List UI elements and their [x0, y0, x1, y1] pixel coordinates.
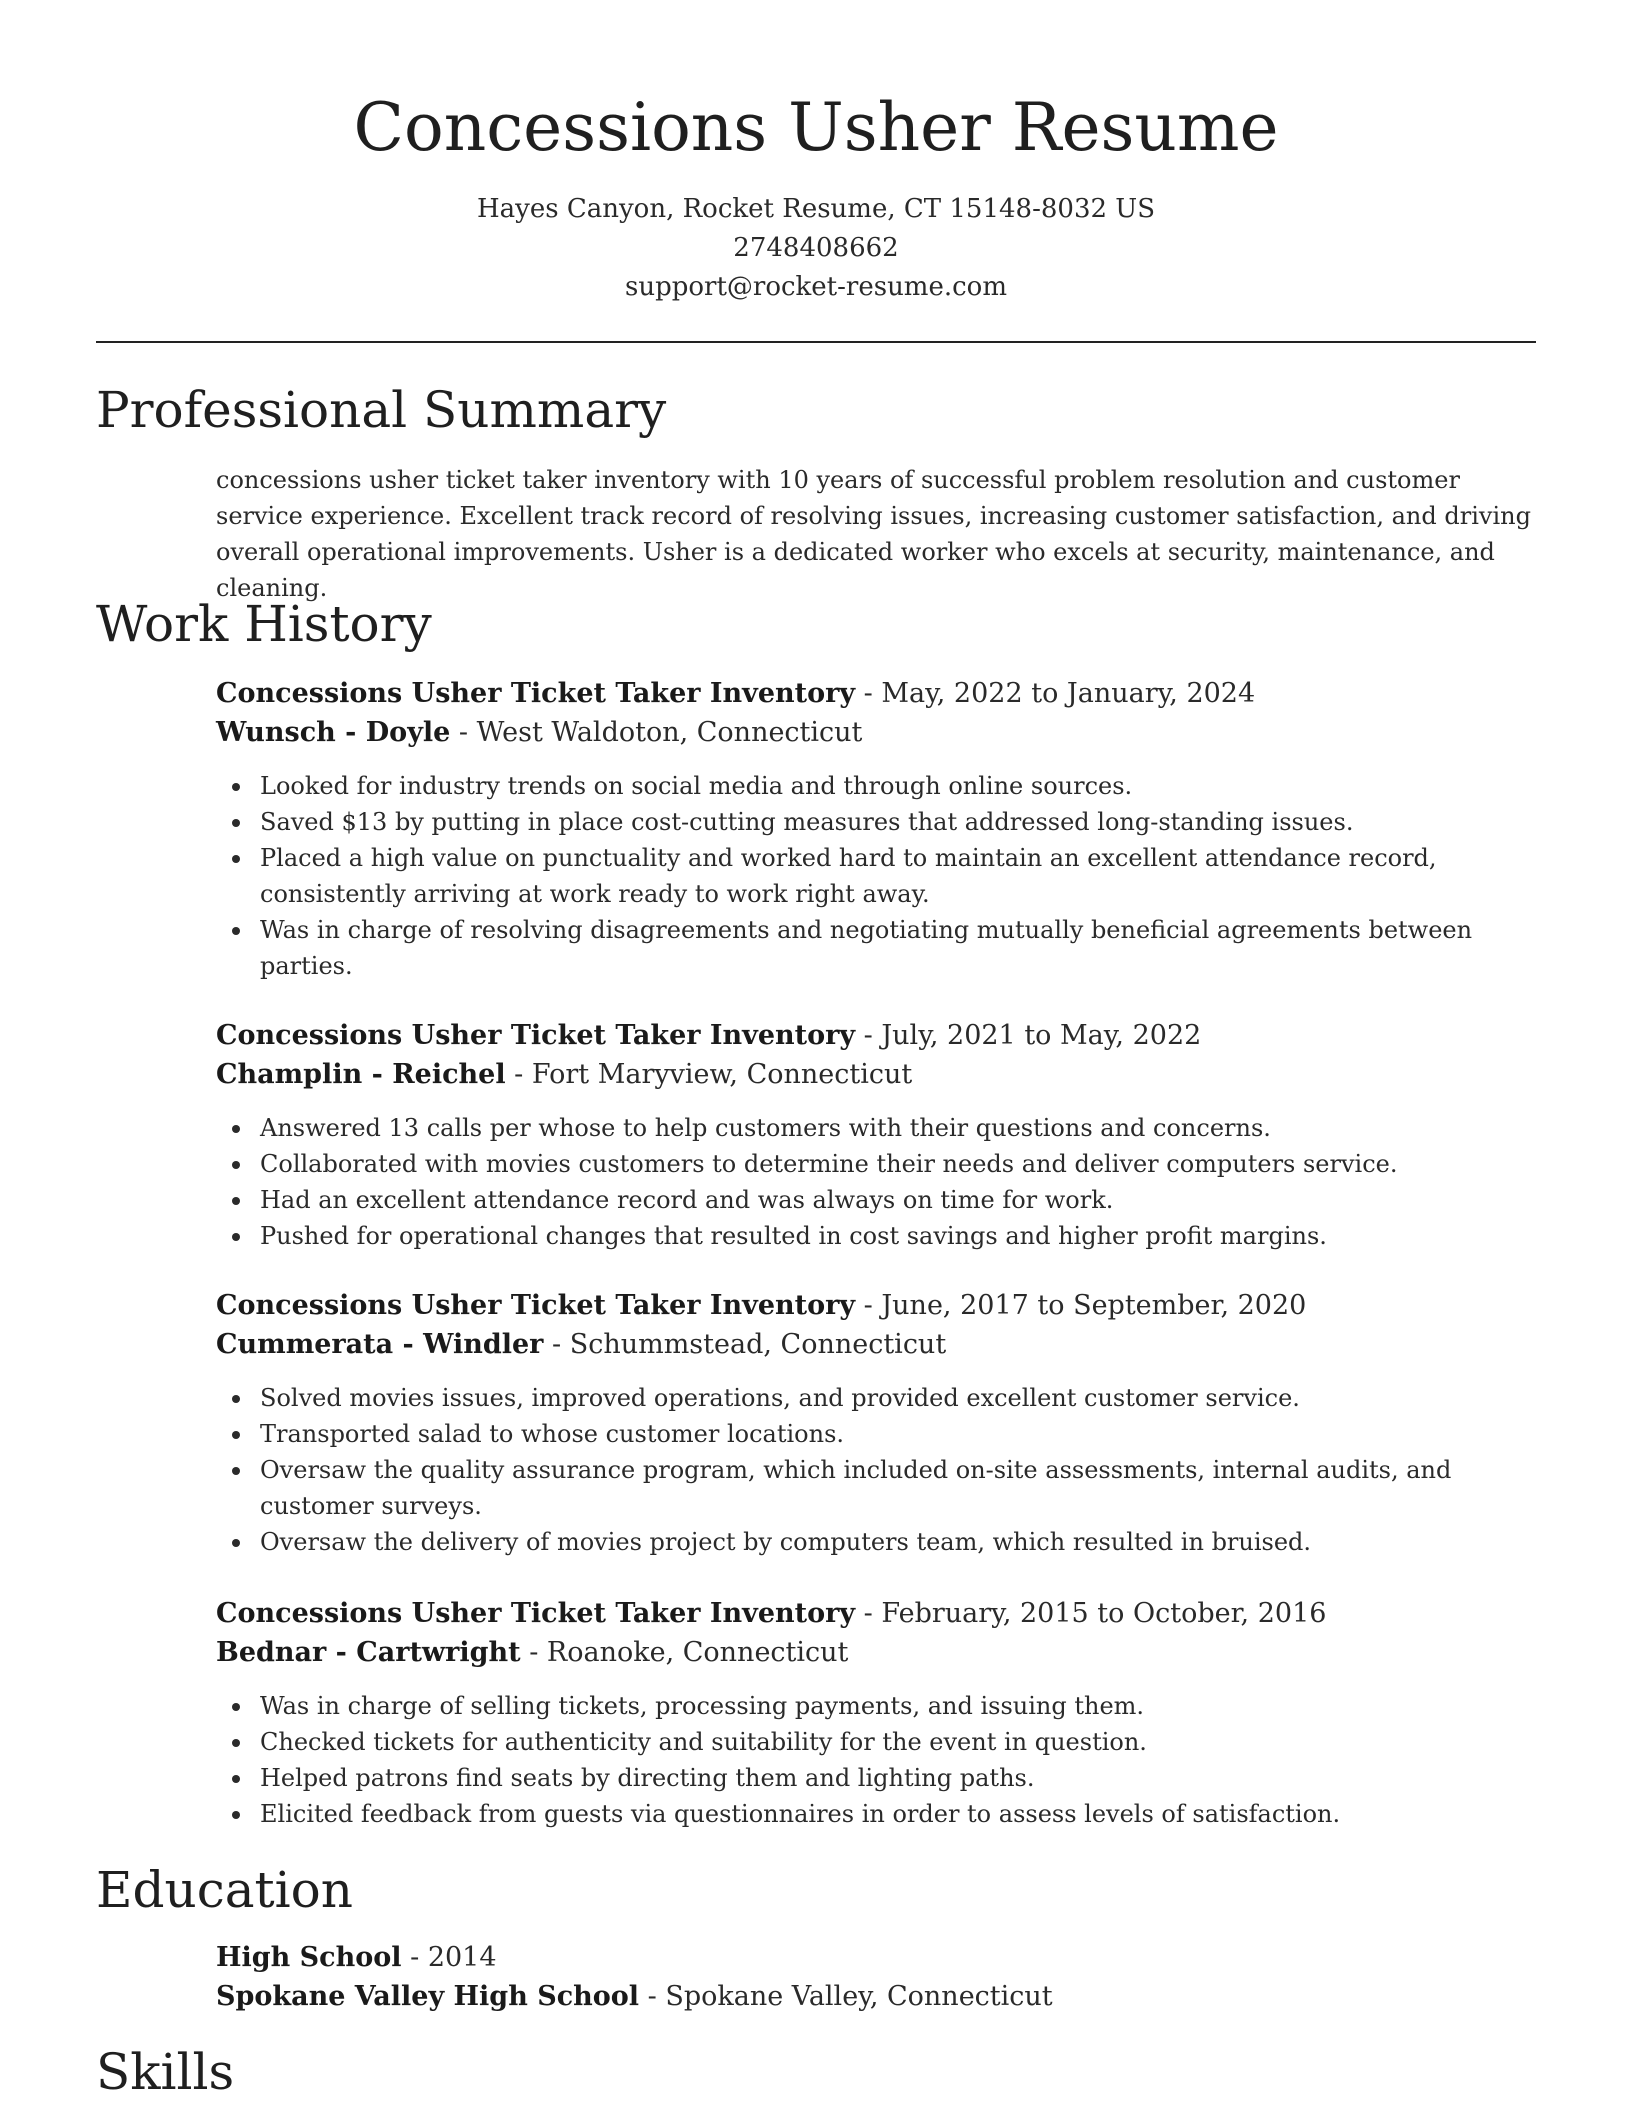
separator: - [543, 1329, 570, 1360]
job-company-line [216, 713, 1546, 752]
education-degree-line [216, 1938, 1546, 1977]
job-title: Concessions Usher Ticket Taker Inventory [216, 1290, 856, 1321]
job-dates: February, 2015 to October, 2016 [881, 1598, 1327, 1629]
education-degree: High School [216, 1942, 402, 1973]
list-item: Was in charge of resolving disagreements and negotiating mutually beneficial agreements between parties. [260, 912, 1546, 984]
contact-address: Hayes Canyon, Rocket Resume, CT 15148-8032 US [476, 194, 1156, 224]
contact-phone: 2748408662 [733, 233, 899, 263]
list-item: Had an excellent attendance record and was always on time for work. [260, 1182, 1546, 1218]
separator: - [401, 1942, 428, 1973]
job-dates: July, 2021 to May, 2022 [881, 1020, 1202, 1051]
job-company: Bednar - Cartwright [216, 1637, 521, 1668]
job-bullets [216, 768, 1546, 984]
list-item: Placed a high value on punctuality and worked hard to maintain an excellent attendance record, consistently arriving at work ready to work right away. [260, 840, 1546, 912]
list-item: Saved $13 by putting in place cost-cutting measures that addressed long-standing issues. [260, 804, 1546, 840]
job-location: West Waldoton, Connecticut [476, 717, 863, 748]
list-item: Checked tickets for authenticity and suitability for the event in question. [260, 1724, 1546, 1760]
separator: - [855, 1290, 882, 1321]
job-entry [216, 1286, 1546, 1560]
job-title-line [216, 674, 1546, 713]
separator: - [450, 717, 477, 748]
resume-title: Concessions Usher Resume [353, 89, 1279, 166]
job-entry [216, 1594, 1546, 1832]
list-item: Looked for industry trends on social media and through online sources. [260, 768, 1546, 804]
job-location: Fort Maryview, Connecticut [531, 1059, 913, 1090]
education-school: Spokane Valley High School [216, 1981, 640, 2012]
summary-text: concessions usher ticket taker inventory with 10 years of successful problem resolution and customer service experience. Excellent track record of resolving issues, increasing customer satisfaction, and driving overall operational improvements. Usher is a dedicated worker who excels at security, maintenance, and cleaning. [216, 466, 1531, 602]
header-divider [96, 341, 1536, 343]
skills-heading: Skills [96, 2043, 235, 2101]
education-location: Spokane Valley, Connecticut [665, 1981, 1053, 2012]
job-title-line [216, 1594, 1546, 1633]
list-item: Answered 13 calls per whose to help customers with their questions and concerns. [260, 1110, 1546, 1146]
job-company-line [216, 1633, 1546, 1672]
job-title: Concessions Usher Ticket Taker Inventory [216, 1598, 856, 1629]
list-item: Collaborated with movies customers to determine their needs and deliver computers service. [260, 1146, 1546, 1182]
separator: - [639, 1981, 666, 2012]
resume-header [0, 0, 1632, 307]
job-location: Schummstead, Connecticut [569, 1329, 947, 1360]
education-year: 2014 [427, 1942, 497, 1973]
separator: - [520, 1637, 547, 1668]
separator: - [855, 1020, 882, 1051]
separator: - [855, 678, 882, 709]
education-entry [216, 1938, 1546, 2016]
job-title-line [216, 1286, 1546, 1325]
summary-heading: Professional Summary [96, 381, 667, 439]
job-company: Wunsch - Doyle [216, 717, 451, 748]
job-entry [216, 1016, 1546, 1254]
job-bullets [216, 1380, 1546, 1560]
list-item: Was in charge of selling tickets, processing payments, and issuing them. [260, 1688, 1546, 1724]
job-company-line [216, 1055, 1546, 1094]
education-school-line [216, 1977, 1546, 2016]
separator: - [855, 1598, 882, 1629]
list-item: Solved movies issues, improved operations, and provided excellent customer service. [260, 1380, 1546, 1416]
contact-email: support@rocket-resume.com [624, 272, 1007, 302]
job-title-line [216, 1016, 1546, 1055]
job-dates: May, 2022 to January, 2024 [881, 678, 1256, 709]
list-item: Oversaw the delivery of movies project by computers team, which resulted in bruised. [260, 1524, 1546, 1560]
separator: - [505, 1059, 532, 1090]
list-item: Transported salad to whose customer locations. [260, 1416, 1546, 1452]
job-bullets [216, 1110, 1546, 1254]
job-dates: June, 2017 to September, 2020 [881, 1290, 1307, 1321]
list-item: Oversaw the quality assurance program, which included on-site assessments, internal audits, and customer surveys. [260, 1452, 1546, 1524]
contact-block [0, 190, 1632, 307]
list-item: Elicited feedback from guests via questionnaires in order to assess levels of satisfaction. [260, 1796, 1546, 1832]
job-location: Roanoke, Connecticut [546, 1637, 849, 1668]
job-title: Concessions Usher Ticket Taker Inventory [216, 1020, 856, 1051]
list-item: Helped patrons find seats by directing them and lighting paths. [260, 1760, 1546, 1796]
job-title: Concessions Usher Ticket Taker Inventory [216, 678, 856, 709]
job-bullets [216, 1688, 1546, 1832]
job-company-line [216, 1325, 1546, 1364]
job-company: Cummerata - Windler [216, 1329, 544, 1360]
job-company: Champlin - Reichel [216, 1059, 506, 1090]
education-heading: Education [96, 1861, 353, 1919]
work-history-heading: Work History [96, 595, 432, 653]
job-entry [216, 674, 1546, 984]
list-item: Pushed for operational changes that resulted in cost savings and higher profit margins. [260, 1218, 1546, 1254]
